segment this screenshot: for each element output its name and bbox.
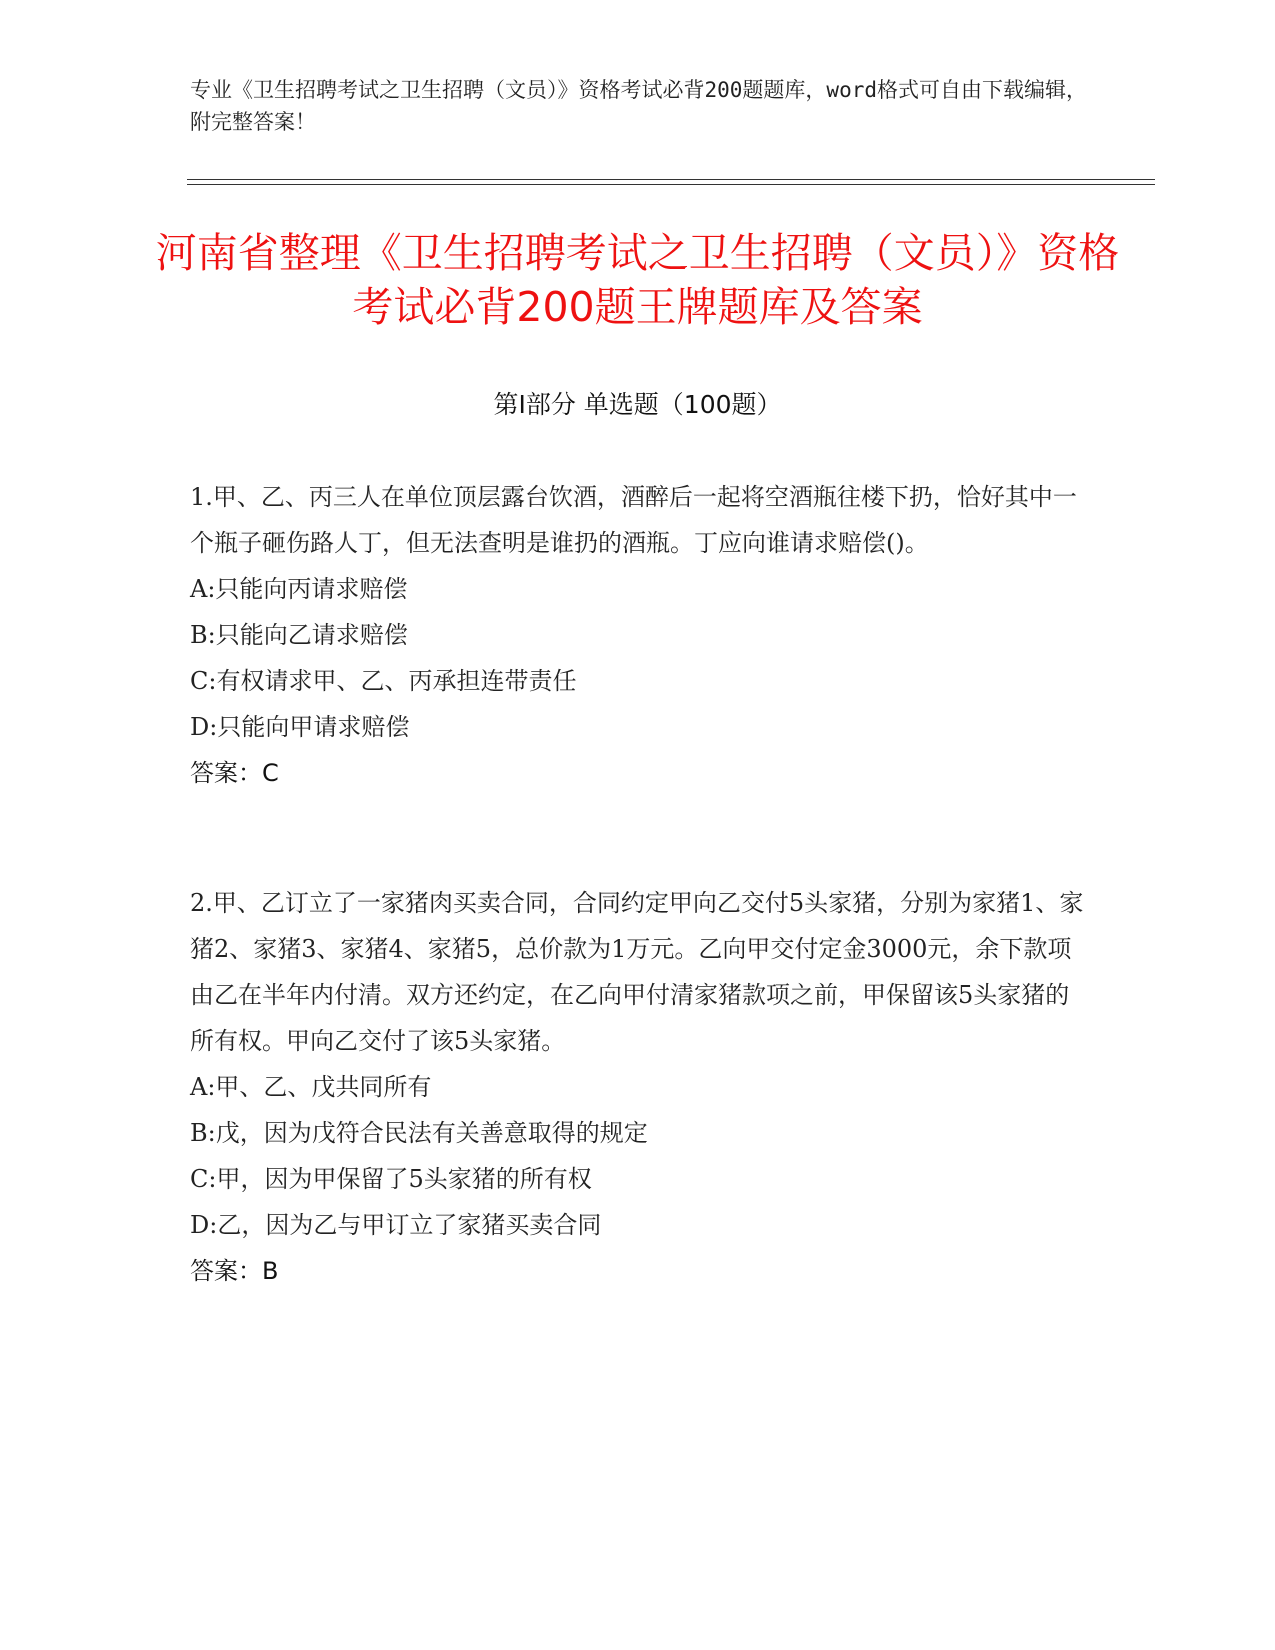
question-text: 1.甲、乙、丙三人在单位顶层露台饮酒，酒醉后一起将空酒瓶往楼下扔，恰好其中一个瓶子砸伤路人丁，但无法查明是谁扔的酒瓶。丁应向谁请求赔偿()。 — [190, 483, 1077, 557]
option-d: D:只能向甲请求赔偿 — [190, 713, 410, 741]
answer-label: 答案：B — [190, 1257, 279, 1285]
option-b: B:戊，因为戊符合民法有关善意取得的规定 — [190, 1119, 648, 1147]
question-block — [190, 474, 1090, 796]
answer-label: 答案：C — [190, 759, 279, 787]
option-c: C:有权请求甲、乙、丙承担连带责任 — [190, 667, 577, 695]
document-title: 河南省整理《卫生招聘考试之卫生招聘（文员）》资格考试必背200题王牌题库及答案 — [155, 229, 1120, 331]
option-a: A:只能向丙请求赔偿 — [190, 575, 408, 603]
option-b: B:只能向乙请求赔偿 — [190, 621, 408, 649]
option-c: C:甲，因为甲保留了5头家猪的所有权 — [190, 1165, 592, 1193]
question-block — [190, 880, 1090, 1294]
question-text: 2.甲、乙订立了一家猪肉买卖合同，合同约定甲向乙交付5头家猪，分别为家猪1、家猪2、家猪3、家猪4、家猪5，总价款为1万元。乙向甲交付定金3000元，余下款项由乙在半年内付清。双方还约定，在乙向甲付清家猪款项之前，甲保留该5头家猪的所有权。甲向乙交付了该5头家猪。 — [190, 889, 1084, 1055]
header-note: 专业《卫生招聘考试之卫生招聘（文员）》资格考试必背200题题库，word格式可自由下载编辑，附完整答案！ — [190, 78, 1087, 134]
header-divider-top — [187, 179, 1155, 180]
option-a: A:甲、乙、戊共同所有 — [190, 1073, 432, 1101]
header-divider-bottom — [187, 184, 1155, 185]
section-heading: 第Ⅰ部分 单选题（100题） — [493, 390, 782, 419]
option-d: D:乙，因为乙与甲订立了家猪买卖合同 — [190, 1211, 602, 1239]
